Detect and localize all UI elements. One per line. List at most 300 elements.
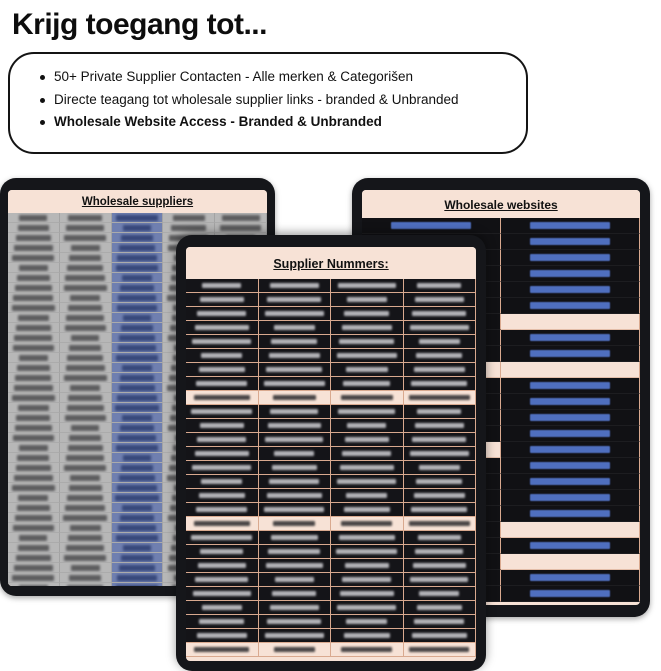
- table-cell: [60, 443, 112, 453]
- redacted-text: [122, 415, 153, 421]
- table-cell: [8, 533, 60, 543]
- table-row: [362, 218, 640, 234]
- redacted-text: [70, 385, 100, 391]
- redacted-text: [530, 430, 610, 437]
- table-cell: [112, 273, 164, 283]
- redacted-text: [121, 235, 153, 241]
- table-cell: [331, 643, 404, 657]
- table-cell: [112, 243, 164, 253]
- redacted-text: [13, 525, 54, 531]
- table-cell: [112, 413, 164, 423]
- table-cell: [8, 553, 60, 563]
- table-cell: [186, 573, 259, 587]
- redacted-text: [69, 485, 102, 491]
- table-cell: [112, 553, 164, 563]
- table-cell: [8, 253, 60, 263]
- redacted-text: [66, 545, 104, 551]
- redacted-text: [15, 285, 52, 291]
- table-cell: [186, 447, 259, 461]
- redacted-text: [171, 225, 206, 231]
- table-cell: [8, 513, 60, 523]
- redacted-text: [269, 353, 320, 358]
- redacted-text: [414, 493, 465, 498]
- table-cell: [186, 419, 259, 433]
- redacted-text: [118, 295, 155, 301]
- redacted-text: [347, 297, 387, 302]
- redacted-text: [530, 254, 610, 261]
- table-cell: [60, 383, 112, 393]
- table-cell: [501, 282, 640, 298]
- redacted-text: [344, 507, 390, 512]
- redacted-text: [341, 395, 393, 400]
- table-row: [8, 223, 267, 233]
- redacted-text: [64, 235, 106, 241]
- redacted-text: [346, 493, 387, 498]
- redacted-text: [530, 510, 610, 517]
- redacted-text: [194, 395, 250, 400]
- table-cell: [186, 405, 259, 419]
- table-cell: [8, 273, 60, 283]
- table-row: [186, 559, 476, 573]
- table-cell: [186, 489, 259, 503]
- table-cell: [259, 377, 332, 391]
- table-cell: [186, 293, 259, 307]
- table-cell: [331, 377, 404, 391]
- redacted-text: [69, 255, 102, 261]
- redacted-text: [121, 325, 152, 331]
- table-cell: [8, 583, 60, 586]
- table-cell: [331, 293, 404, 307]
- table-cell: [8, 213, 60, 223]
- table-cell: [186, 391, 259, 405]
- redacted-text: [530, 574, 610, 581]
- redacted-text: [417, 605, 462, 610]
- table-cell: [331, 545, 404, 559]
- table-cell: [112, 563, 164, 573]
- table-cell: [404, 391, 477, 405]
- table-row: [186, 307, 476, 321]
- redacted-text: [265, 437, 323, 442]
- redacted-text: [200, 423, 244, 428]
- table-cell: [331, 573, 404, 587]
- redacted-text: [199, 367, 245, 372]
- table-cell: [60, 353, 112, 363]
- tablet-center-screen: [186, 247, 476, 661]
- table-cell: [404, 363, 477, 377]
- redacted-text: [19, 355, 48, 361]
- table-cell: [501, 554, 640, 570]
- redacted-text: [410, 451, 469, 456]
- table-cell: [186, 615, 259, 629]
- redacted-text: [122, 275, 152, 281]
- redacted-text: [117, 255, 156, 261]
- redacted-text: [270, 283, 319, 288]
- table-cell: [112, 453, 164, 463]
- redacted-text: [342, 451, 391, 456]
- table-cell: [259, 559, 332, 573]
- table-row: [186, 335, 476, 349]
- table-cell: [112, 483, 164, 493]
- table-cell: [60, 373, 112, 383]
- redacted-text: [19, 215, 47, 221]
- redacted-text: [268, 423, 321, 428]
- redacted-text: [18, 225, 49, 231]
- table-row: [186, 643, 476, 657]
- redacted-text: [411, 381, 467, 386]
- table-cell: [186, 643, 259, 657]
- table-cell: [331, 391, 404, 405]
- table-cell: [501, 490, 640, 506]
- table-cell: [331, 405, 404, 419]
- table-cell: [331, 307, 404, 321]
- table-cell: [404, 405, 477, 419]
- table-cell: [112, 583, 164, 586]
- table-cell: [8, 423, 60, 433]
- redacted-text: [16, 325, 51, 331]
- redacted-text: [66, 365, 105, 371]
- table-cell: [404, 643, 477, 657]
- redacted-text: [411, 507, 467, 512]
- redacted-text: [415, 297, 464, 302]
- table-cell: [60, 433, 112, 443]
- redacted-text: [119, 385, 156, 391]
- redacted-text: [71, 425, 99, 431]
- table-cell: [186, 503, 259, 517]
- redacted-text: [67, 265, 103, 271]
- redacted-text: [119, 475, 155, 481]
- table-cell: [60, 563, 112, 573]
- redacted-text: [15, 425, 53, 431]
- redacted-text: [14, 565, 53, 571]
- table-cell: [8, 493, 60, 503]
- table-cell: [331, 587, 404, 601]
- redacted-text: [194, 521, 250, 526]
- redacted-text: [199, 493, 245, 498]
- redacted-text: [198, 563, 246, 568]
- redacted-text: [416, 353, 462, 358]
- redacted-text: [338, 409, 395, 414]
- table-row: [186, 405, 476, 419]
- table-cell: [501, 250, 640, 266]
- table-cell: [60, 363, 112, 373]
- table-cell: [259, 545, 332, 559]
- table-cell: [331, 531, 404, 545]
- table-cell: [60, 263, 112, 273]
- table-cell: [8, 463, 60, 473]
- redacted-text: [264, 381, 325, 386]
- table-cell: [259, 447, 332, 461]
- table-cell: [8, 393, 60, 403]
- redacted-text: [274, 325, 315, 330]
- redacted-text: [530, 446, 610, 453]
- table-cell: [112, 393, 164, 403]
- table-cell: [331, 433, 404, 447]
- table-cell: [8, 263, 60, 273]
- table-cell: [112, 423, 164, 433]
- redacted-text: [67, 495, 104, 501]
- table-cell: [60, 493, 112, 503]
- redacted-text: [66, 315, 104, 321]
- redacted-text: [530, 414, 610, 421]
- redacted-text: [120, 285, 154, 291]
- table-cell: [259, 461, 332, 475]
- table-cell: [60, 473, 112, 483]
- redacted-text: [201, 353, 242, 358]
- list-item: 50+ Private Supplier Contacten - Alle merken & Categorišen: [54, 66, 510, 89]
- redacted-text: [530, 478, 610, 485]
- redacted-text: [273, 521, 315, 526]
- table-cell: [331, 461, 404, 475]
- table-cell: [501, 362, 640, 378]
- redacted-text: [15, 515, 52, 521]
- redacted-text: [340, 465, 394, 470]
- table-cell: [60, 453, 112, 463]
- page-title: Krijg toegang tot...: [12, 8, 267, 41]
- redacted-text: [414, 619, 464, 624]
- table-cell: [163, 213, 215, 223]
- table-cell: [259, 419, 332, 433]
- table-cell: [404, 461, 477, 475]
- redacted-text: [120, 425, 155, 431]
- redacted-text: [415, 423, 464, 428]
- table-row: [186, 531, 476, 545]
- redacted-text: [191, 535, 252, 540]
- redacted-text: [68, 215, 103, 221]
- table-cell: [501, 538, 640, 554]
- redacted-text: [196, 507, 247, 512]
- redacted-text: [63, 515, 107, 521]
- redacted-text: [14, 385, 54, 391]
- table-cell: [501, 346, 640, 362]
- redacted-text: [530, 590, 610, 597]
- table-cell: [259, 391, 332, 405]
- redacted-text: [117, 575, 156, 581]
- redacted-text: [267, 493, 322, 498]
- redacted-text: [346, 619, 387, 624]
- table-cell: [60, 233, 112, 243]
- table-cell: [186, 279, 259, 293]
- table-cell: [60, 513, 112, 523]
- table-cell: [60, 253, 112, 263]
- table-cell: [331, 489, 404, 503]
- redacted-text: [68, 305, 102, 311]
- table-cell: [501, 218, 640, 234]
- redacted-text: [200, 549, 243, 554]
- table-cell: [501, 458, 640, 474]
- table-cell: [8, 413, 60, 423]
- table-cell: [112, 303, 164, 313]
- redacted-text: [336, 549, 397, 554]
- table-cell: [112, 493, 164, 503]
- redacted-text: [195, 451, 249, 456]
- redacted-text: [530, 286, 610, 293]
- redacted-text: [410, 325, 469, 330]
- redacted-text: [118, 345, 157, 351]
- table-cell: [112, 473, 164, 483]
- redacted-text: [412, 633, 467, 638]
- table-cell: [186, 559, 259, 573]
- table-cell: [60, 543, 112, 553]
- redacted-text: [191, 409, 252, 414]
- table-cell: [331, 321, 404, 335]
- redacted-text: [16, 465, 52, 471]
- redacted-text: [18, 545, 49, 551]
- redacted-text: [66, 225, 104, 231]
- table-cell: [331, 601, 404, 615]
- list-item: Directe teagang tot wholesale supplier links - branded & Unbranded: [54, 89, 510, 112]
- redacted-text: [17, 455, 49, 461]
- table-cell: [259, 433, 332, 447]
- table-cell: [112, 213, 164, 223]
- table-cell: [112, 383, 164, 393]
- table-cell: [501, 298, 640, 314]
- table-cell: [259, 475, 332, 489]
- redacted-text: [71, 565, 100, 571]
- table-cell: [60, 333, 112, 343]
- table-row: [186, 391, 476, 405]
- table-cell: [60, 343, 112, 353]
- redacted-text: [414, 367, 465, 372]
- table-cell: [112, 263, 164, 273]
- redacted-text: [193, 591, 251, 596]
- redacted-text: [69, 575, 102, 581]
- table-cell: [8, 523, 60, 533]
- redacted-text: [273, 395, 316, 400]
- redacted-text: [118, 435, 156, 441]
- redacted-text: [117, 305, 158, 311]
- table-cell: [404, 531, 477, 545]
- redacted-text: [18, 315, 49, 321]
- table-cell: [259, 573, 332, 587]
- table-cell: [112, 543, 164, 553]
- redacted-text: [68, 445, 103, 451]
- redacted-text: [337, 479, 396, 484]
- redacted-text: [19, 535, 47, 541]
- table-cell: [186, 461, 259, 475]
- tablet-left-title: Wholesale suppliers: [8, 190, 267, 213]
- table-cell: [186, 363, 259, 377]
- list-item: Wholesale Website Access - Branded & Unbranded: [54, 111, 510, 134]
- table-cell: [404, 433, 477, 447]
- table-cell: [8, 573, 60, 583]
- table-cell: [404, 517, 477, 531]
- redacted-text: [65, 415, 106, 421]
- table-cell: [60, 583, 112, 586]
- table-cell: [186, 349, 259, 363]
- table-row: [186, 461, 476, 475]
- redacted-text: [220, 225, 262, 231]
- table-cell: [186, 517, 259, 531]
- table-cell: [501, 570, 640, 586]
- table-cell: [501, 522, 640, 538]
- redacted-text: [409, 521, 470, 526]
- table-cell: [404, 377, 477, 391]
- table-cell: [259, 279, 332, 293]
- redacted-text: [12, 305, 56, 311]
- redacted-text: [409, 647, 469, 652]
- table-cell: [112, 323, 164, 333]
- redacted-text: [417, 409, 461, 414]
- table-cell: [60, 553, 112, 563]
- table-cell: [112, 363, 164, 373]
- table-cell: [60, 303, 112, 313]
- table-cell: [331, 503, 404, 517]
- benefits-list: [36, 66, 510, 134]
- redacted-text: [67, 355, 103, 361]
- table-row: [186, 503, 476, 517]
- table-cell: [331, 349, 404, 363]
- table-cell: [112, 333, 164, 343]
- redacted-text: [347, 423, 386, 428]
- redacted-text: [67, 585, 103, 587]
- table-cell: [60, 423, 112, 433]
- redacted-text: [116, 585, 159, 587]
- redacted-text: [530, 494, 610, 501]
- redacted-text: [115, 495, 158, 501]
- redacted-text: [271, 339, 317, 344]
- redacted-text: [274, 451, 314, 456]
- redacted-text: [16, 555, 51, 561]
- redacted-text: [122, 365, 151, 371]
- redacted-text: [412, 437, 466, 442]
- redacted-text: [121, 465, 154, 471]
- redacted-text: [338, 283, 396, 288]
- table-cell: [8, 563, 60, 573]
- table-cell: [331, 447, 404, 461]
- redacted-text: [530, 542, 610, 549]
- redacted-text: [418, 535, 461, 540]
- table-cell: [404, 587, 477, 601]
- table-cell: [112, 373, 164, 383]
- table-cell: [112, 503, 164, 513]
- table-cell: [259, 503, 332, 517]
- redacted-text: [116, 445, 158, 451]
- table-cell: [163, 223, 215, 233]
- table-cell: [60, 403, 112, 413]
- table-row: [186, 321, 476, 335]
- table-cell: [8, 343, 60, 353]
- table-cell: [60, 503, 112, 513]
- table-row: [186, 447, 476, 461]
- redacted-text: [16, 415, 50, 421]
- table-cell: [8, 443, 60, 453]
- table-cell: [259, 517, 332, 531]
- redacted-text: [264, 507, 324, 512]
- redacted-text: [274, 647, 315, 652]
- redacted-text: [419, 465, 460, 470]
- table-cell: [331, 475, 404, 489]
- table-cell: [112, 353, 164, 363]
- table-row: [186, 293, 476, 307]
- redacted-text: [419, 339, 460, 344]
- redacted-text: [119, 245, 155, 251]
- table-cell: [8, 403, 60, 413]
- table-cell: [112, 293, 164, 303]
- redacted-text: [18, 495, 48, 501]
- redacted-text: [17, 365, 50, 371]
- table-cell: [186, 601, 259, 615]
- redacted-text: [339, 535, 395, 540]
- redacted-text: [15, 375, 51, 381]
- redacted-text: [530, 558, 610, 565]
- table-cell: [186, 433, 259, 447]
- table-cell: [259, 629, 332, 643]
- redacted-text: [337, 353, 397, 358]
- table-cell: [404, 503, 477, 517]
- redacted-text: [266, 563, 323, 568]
- redacted-text: [68, 395, 102, 401]
- table-cell: [8, 383, 60, 393]
